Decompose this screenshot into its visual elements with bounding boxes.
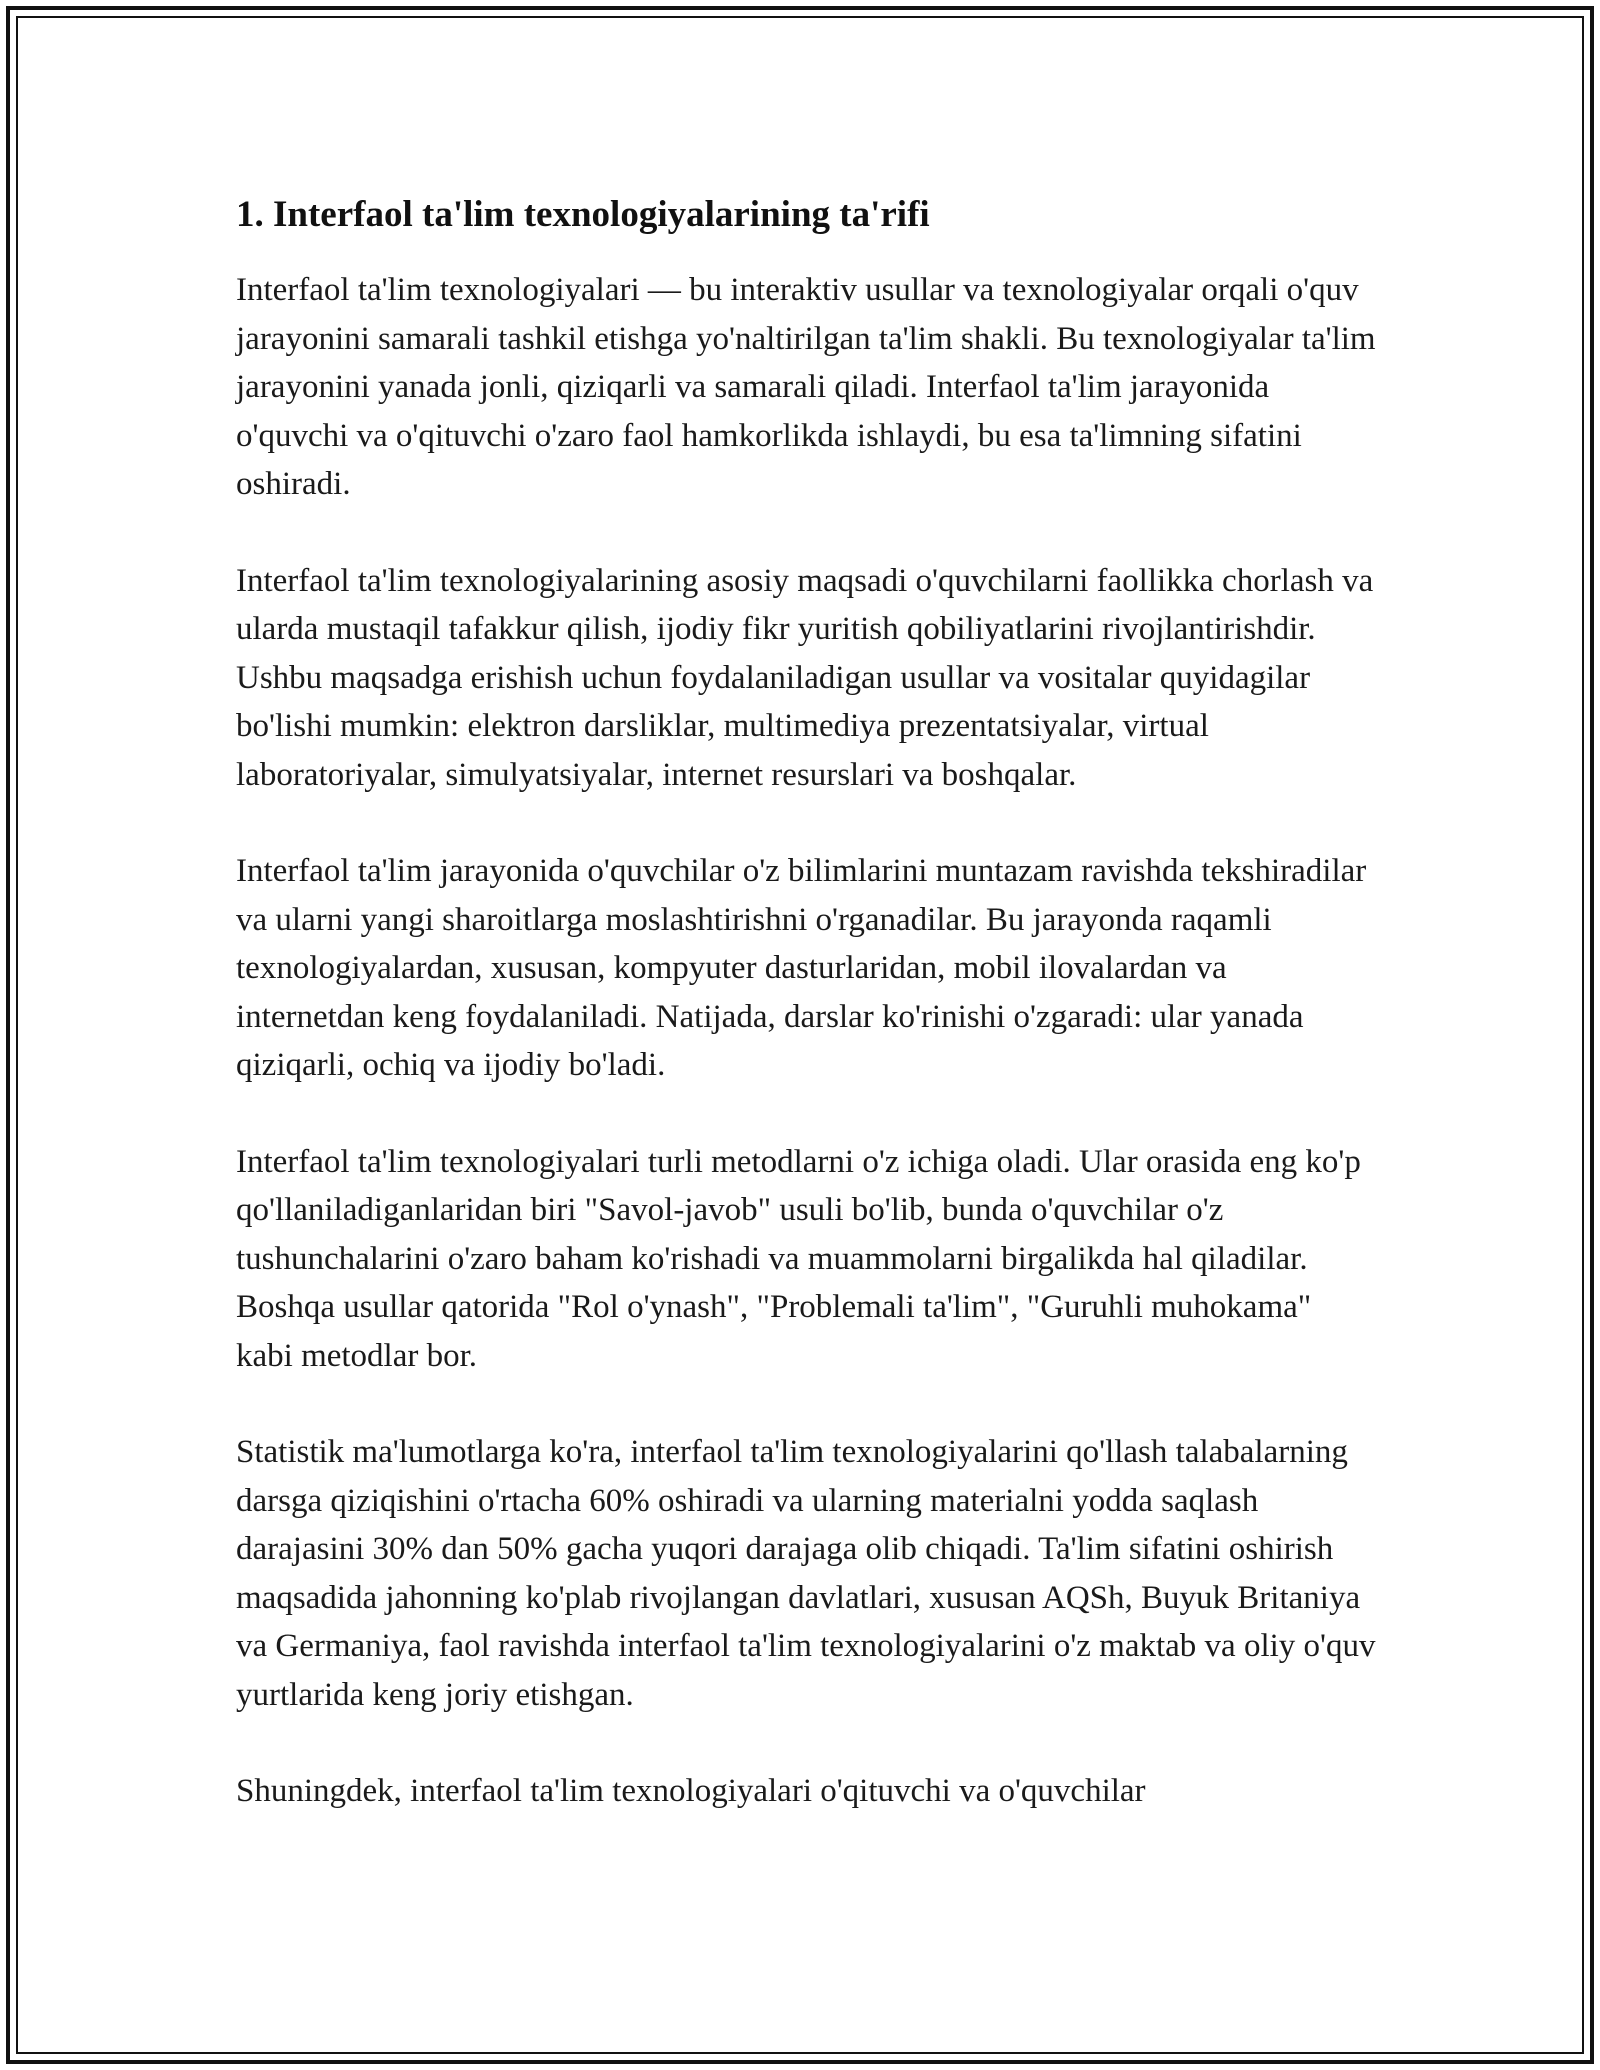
paragraph-methods: Interfaol ta'lim texnologiyalari turli metodlarni o'z ichiga oladi. Ular orasida eng ko'p qo'llaniladiganlaridan biri "Savol-javob" usuli bo'lib, bunda o'quvchilar o'z tushunchalarini o'zaro baham ko'rishadi va muammolarni birgalikda hal qiladilar. Boshqa usullar qatorida "Rol o'ynash", "Problemali ta'lim", "Guruhli muhokama" kabi metodlar bor. — [236, 1143, 1361, 1374]
paragraph-definition: Interfaol ta'lim texnologiyalari — bu interaktiv usullar va texnologiyalar orqali o'quv jarayonini samarali tashkil etishga yo'naltirilgan ta'lim shakli. Bu texnologiyalar ta'lim jarayonini yanada jonli, qiziqarli va samarali qiladi. Interfaol ta'lim jarayonida o'quvchi va o'qituvchi o'zaro faol hamkorlikda ishlaydi, bu esa ta'limning sifatini oshiradi. — [236, 272, 1376, 502]
paragraph-process: Interfaol ta'lim jarayonida o'quvchilar o'z bilimlarini muntazam ravishda tekshiradilar va ularni yangi sharoitlarga moslashtirishni o'rganadilar. Bu jarayonda raqamli texnologiyalardan, xususan, kompyuter dasturlaridan, mobil ilovalardan va internetdan keng foydalaniladi. Natijada, darslar ko'rinishi o'zgaradi: ular yanada qiziqarli, ochiq va ijodiy bo'ladi. — [236, 853, 1367, 1083]
paragraph-main-goal: Interfaol ta'lim texnologiyalarining asosiy maqsadi o'quvchilarni faollikka chorlash va ularda mustaqil tafakkur qilish, ijodiy fikr yuritish qobiliyatlarini rivojlantirishdir. Ushbu maqsadga erishish uchun foydalaniladigan usullar va vositalar quyidagilar bo'lishi mumkin: elektron darsliklar, multimediya prezentatsiyalar, virtual laboratoriyalar, simulyatsiyalar, internet resurslari va boshqalar. — [236, 562, 1374, 793]
paragraph-continuation: Shuningdek, interfaol ta'lim texnologiyalari o'qituvchi va o'quvchilar — [236, 1773, 1146, 1809]
document-body — [236, 188, 1376, 1816]
paragraph-statistics: Statistik ma'lumotlarga ko'ra, interfaol ta'lim texnologiyalarini qo'llash talabalarning darsga qiziqishini o'rtacha 60% oshiradi va ularning materialni yodda saqlash darajasini 30% dan 50% gacha yuqori darajaga olib chiqadi. Ta'lim sifatini oshirish maqsadida jahonning ko'plab rivojlangan davlatlari, xususan AQSh, Buyuk Britaniya va Germaniya, faol ravishda interfaol ta'lim texnologiyalarini o'z maktab va oliy o'quv yurtlarida keng joriy etishgan. — [236, 1434, 1376, 1713]
section-heading: 1. Interfaol ta'lim texnologiyalarining ta'rifi — [236, 194, 930, 235]
